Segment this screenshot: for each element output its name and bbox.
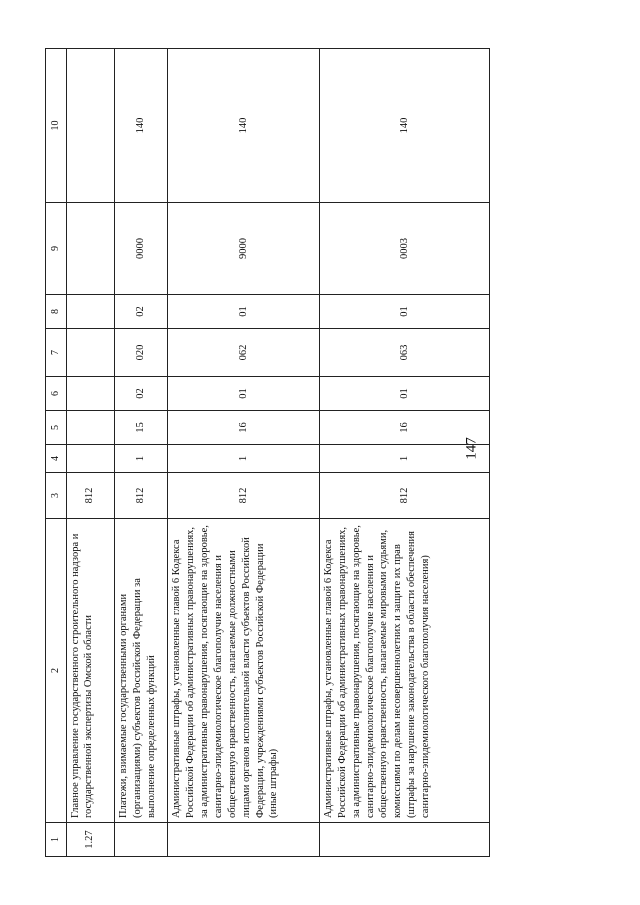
code-cell: 02 [115, 295, 168, 329]
header-cell: 8 [46, 295, 67, 329]
code-cell: 062 [168, 329, 320, 377]
rotated-table-wrapper [45, 49, 490, 857]
code-cell [66, 411, 115, 445]
code-cell: 02 [115, 377, 168, 411]
code-cell: 812 [66, 473, 115, 519]
header-cell: 1 [46, 823, 67, 857]
row-number [319, 823, 489, 857]
row-number: 1.27 [66, 823, 115, 857]
row-description: Платежи, взимаемые государственными органами (организациями) субъектов Российской Федерации за выполнение определенных функций [115, 519, 168, 823]
header-cell: 4 [46, 445, 67, 473]
row-description: Главное управление государственного строительного надзора и государственной экспертизы Омской области [66, 519, 115, 823]
code-cell: 01 [168, 295, 320, 329]
row-number [115, 823, 168, 857]
code-cell: 1 [115, 445, 168, 473]
header-row [46, 49, 67, 857]
table-row [66, 49, 115, 857]
code-cell: 0003 [319, 203, 489, 295]
code-cell [66, 445, 115, 473]
code-cell [66, 295, 115, 329]
row-description: Административные штрафы, установленные главой 6 Кодекса Российской Федерации об административных правонарушениях, за административные правонарушения, посягающие на здоровье, санитарно-эпидемиологическое благополучие населения и общественную нравственность, налагаемые должностными лицами органов исполнительной власти субъектов Российской Федерации, учреждениями субъектов Российской Федерации (иные штрафы) [168, 519, 320, 823]
code-cell: 0000 [115, 203, 168, 295]
header-cell: 2 [46, 519, 67, 823]
header-cell: 6 [46, 377, 67, 411]
header-cell: 3 [46, 473, 67, 519]
page-number: 147 [463, 437, 480, 460]
code-cell [66, 203, 115, 295]
header-cell: 9 [46, 203, 67, 295]
code-cell: 063 [319, 329, 489, 377]
code-cell: 16 [319, 411, 489, 445]
code-cell: 812 [115, 473, 168, 519]
row-number [168, 823, 320, 857]
header-cell: 7 [46, 329, 67, 377]
row-description: Административные штрафы, установленные главой 6 Кодекса Российской Федерации об административных правонарушениях, за административные правонарушения, посягающие на здоровье, санитарно-эпидемиологическое благополучие населения и общественную нравственность, налагаемые мировыми судьями, комиссиями по делам несовершеннолетних и защите их прав (штрафы за нарушение законодательства в области обеспечения санитарно-эпидемиологического благополучия населения) [319, 519, 489, 823]
code-cell: 15 [115, 411, 168, 445]
code-cell: 01 [319, 295, 489, 329]
table-row [115, 49, 168, 857]
code-cell: 1 [319, 445, 489, 473]
code-cell [66, 329, 115, 377]
code-cell: 01 [168, 377, 320, 411]
code-cell: 812 [168, 473, 320, 519]
header-cell: 5 [46, 411, 67, 445]
code-cell: 16 [168, 411, 320, 445]
code-cell: 140 [168, 49, 320, 203]
budget-code-table [45, 48, 490, 857]
table-row [319, 49, 489, 857]
header-cell: 10 [46, 49, 67, 203]
code-cell: 020 [115, 329, 168, 377]
code-cell: 140 [319, 49, 489, 203]
code-cell [66, 377, 115, 411]
table-row [168, 49, 320, 857]
code-cell: 01 [319, 377, 489, 411]
code-cell: 812 [319, 473, 489, 519]
code-cell: 140 [115, 49, 168, 203]
code-cell: 1 [168, 445, 320, 473]
code-cell: 9000 [168, 203, 320, 295]
code-cell [66, 49, 115, 203]
